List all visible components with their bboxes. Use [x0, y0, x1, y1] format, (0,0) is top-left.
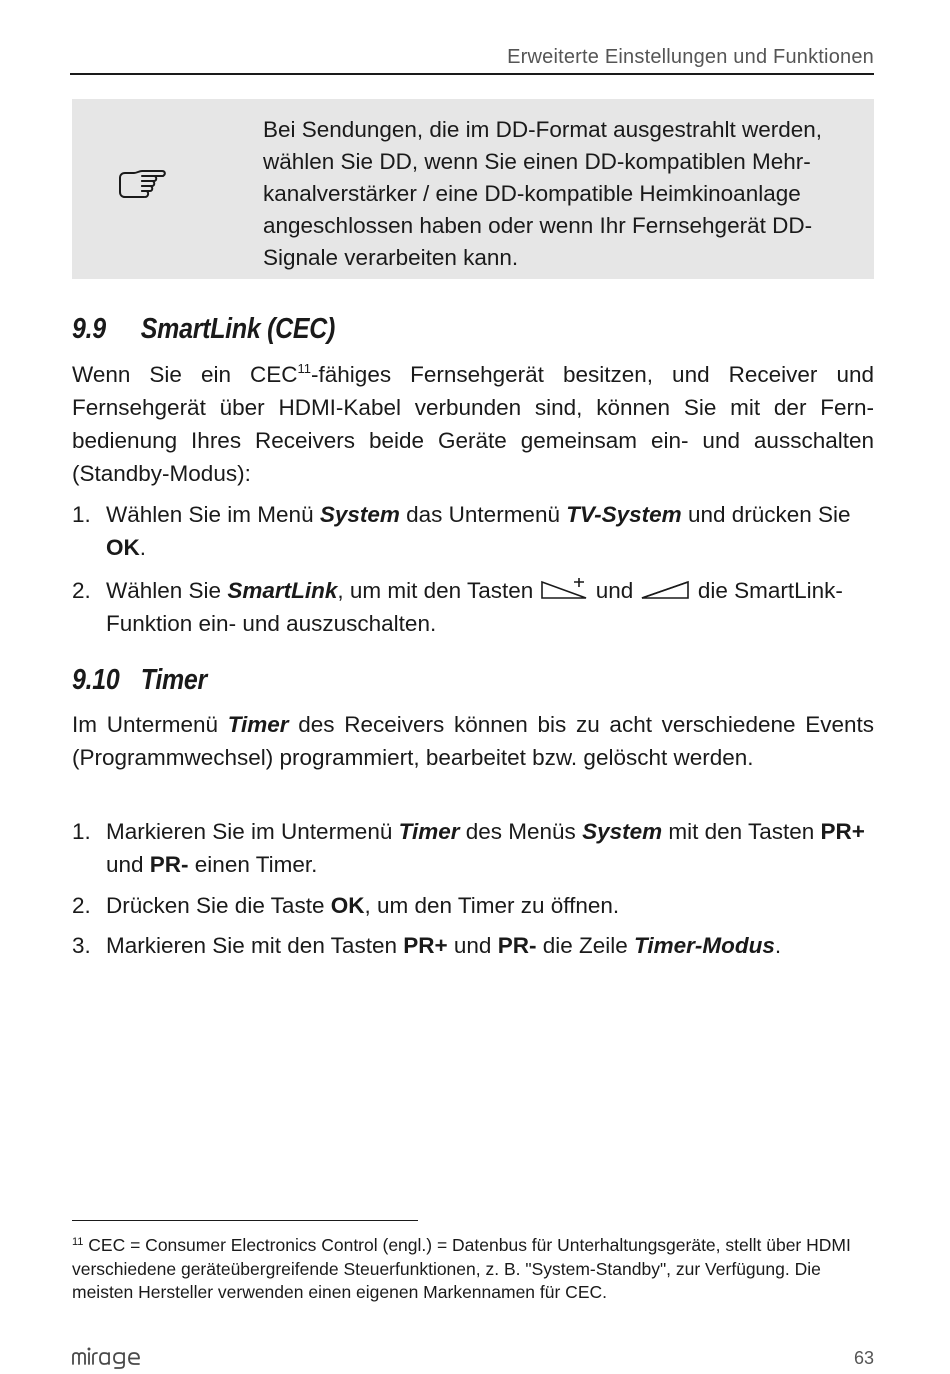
note-text [263, 114, 869, 274]
text-run: und [447, 933, 498, 958]
menu-name: Timer [398, 819, 460, 844]
text-run: des Receivers können bis zu acht verschiedene Events (Programmwechsel) programmiert, bearbeitet bzw. gelöscht werden. [72, 712, 874, 770]
text-run: die SmartLink-Funktion ein- und auszuschalten. [106, 578, 843, 636]
text-run: das Untermenü [399, 502, 567, 527]
text-run: des Menüs [459, 819, 583, 844]
text-run: Wählen Sie [106, 578, 228, 603]
key-name: OK [106, 535, 140, 560]
text-run: , um mit den Tasten [337, 578, 540, 603]
section-title: SmartLink (CEC) [140, 313, 336, 345]
menu-name: System [319, 502, 400, 527]
list-item [72, 929, 874, 962]
key-name: PR- [497, 933, 537, 958]
text-run: mit den Tasten [662, 819, 821, 844]
text-run: -fähiges Fernsehgerät besitzen, und Receiver und Fernsehgerät über HDMI-Kabel verbunden sind, können Sie mit der Fernbedienung Ihres Receivers beide Geräte gemeinsam ein- und ausschalten (Standby-Modus): [72, 362, 874, 486]
text-run: Markieren Sie mit den Tasten [106, 933, 404, 958]
mirage-logo [72, 1345, 156, 1369]
text-run: Wählen Sie im Menü [106, 502, 320, 527]
page-number: 63 [853, 1348, 874, 1368]
menu-name: Timer [227, 712, 289, 737]
note-line: Signale verarbeiten kann. [263, 245, 519, 270]
note-line: angeschlossen haben oder wenn Ihr Fernsehgerät DD- [263, 213, 813, 238]
timer-intro-paragraph [72, 708, 874, 774]
key-name: PR- [149, 852, 189, 877]
header-rule [70, 73, 874, 75]
volume-up-key-icon [540, 578, 590, 602]
note-line: wählen Sie DD, wenn Sie einen DD-kompatiblen Mehr- [263, 149, 811, 174]
pointing-hand-icon [118, 168, 168, 200]
text-run: , um den Timer zu öffnen. [364, 893, 620, 918]
key-name: OK [330, 893, 365, 918]
note-line: Bei Sendungen, die im DD-Format ausgestrahlt werden, [263, 117, 823, 142]
list-marker: 1. [72, 819, 91, 844]
text-run: . [139, 535, 147, 560]
menu-name: System [582, 819, 663, 844]
text-run: Im Untermenü [72, 712, 228, 737]
section-title: Timer [140, 664, 207, 696]
volume-down-key-icon [640, 578, 692, 602]
list-marker: 1. [72, 502, 91, 527]
list-marker: 2. [72, 578, 91, 603]
menu-name: TV-System [566, 502, 682, 527]
text-run: . [774, 933, 782, 958]
note-line: kanalverstärker / eine DD-kompatible Heimkinoanlage [263, 181, 801, 206]
list-item [72, 889, 874, 922]
key-name: PR+ [820, 819, 865, 844]
footnote-marker: 11 [72, 1236, 84, 1248]
list-item [72, 574, 874, 640]
text-run: die Zeile [536, 933, 634, 958]
smartlink-intro-paragraph [72, 358, 874, 490]
list-item [72, 815, 874, 881]
text-run: Markieren Sie im Untermenü [106, 819, 399, 844]
text-run: einen Timer. [188, 852, 318, 877]
footnote-reference[interactable]: 11 [297, 361, 312, 376]
section-number: 9.9 [72, 313, 106, 345]
footnote-rule [72, 1220, 418, 1221]
text-run: Wenn Sie ein CEC [72, 362, 298, 387]
text-run: und [106, 852, 150, 877]
footnote-text: CEC = Consumer Electronics Control (engl.) = Datenbus für Unterhaltungsgeräte, stellt über HDMI verschiedene geräteübergreifende Steuerfunktionen, z. B. "System-Standby", zur Verfügung. Die meisten Hersteller verwenden einen eigenen Markennamen für CEC. [72, 1235, 851, 1302]
text-run: und drücken Sie [681, 502, 851, 527]
list-marker: 2. [72, 893, 91, 918]
list-item [72, 498, 874, 564]
menu-name: Timer-Modus [634, 933, 775, 958]
key-name: PR+ [403, 933, 448, 958]
section-heading-9-10 [72, 664, 207, 697]
menu-name: SmartLink [227, 578, 338, 603]
text-run: Drücken Sie die Taste [106, 893, 331, 918]
list-marker: 3. [72, 933, 91, 958]
section-heading-9-9 [72, 313, 335, 346]
section-number: 9.10 [72, 664, 120, 696]
running-header: Erweiterte Einstellungen und Funktionen [507, 46, 874, 68]
footnote [72, 1234, 874, 1305]
text-run: und [589, 578, 640, 603]
